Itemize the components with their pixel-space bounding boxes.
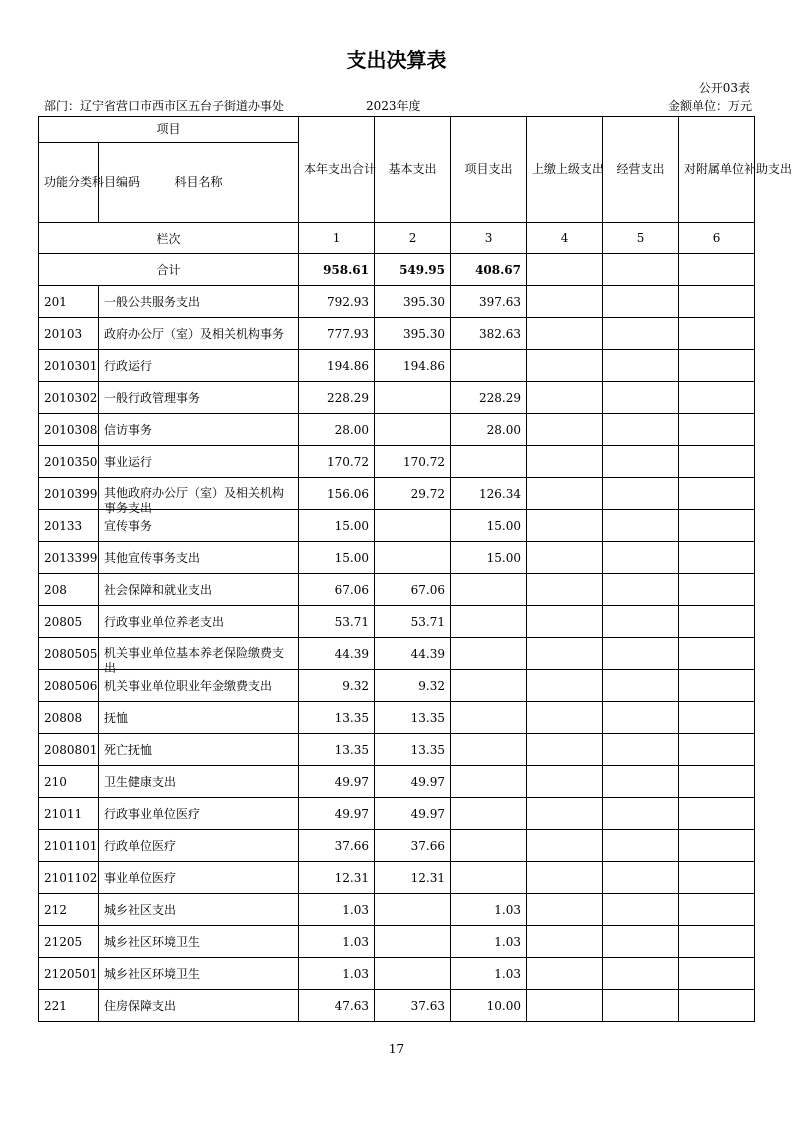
row-project (451, 670, 527, 702)
row-subsidy (679, 894, 755, 926)
row-basic: 44.39 (375, 638, 451, 670)
row-upper (527, 862, 603, 894)
row-project (451, 574, 527, 606)
table-row (39, 382, 755, 414)
meta-row (44, 97, 752, 113)
column-index-2: 2 (375, 223, 451, 254)
row-project (451, 446, 527, 478)
row-name: 行政运行 (99, 350, 299, 382)
row-name: 住房保障支出 (99, 990, 299, 1022)
row-code: 20808 (39, 702, 99, 734)
row-basic (375, 382, 451, 414)
row-project (451, 734, 527, 766)
row-subsidy (679, 990, 755, 1022)
column-index-label: 栏次 (39, 223, 299, 254)
table-row (39, 574, 755, 606)
row-total: 37.66 (299, 830, 375, 862)
total-sum: 958.61 (299, 254, 375, 286)
row-upper (527, 542, 603, 574)
row-code: 2010308 (39, 414, 99, 446)
row-upper (527, 638, 603, 670)
row-code: 2010399 (39, 478, 99, 510)
row-code: 2080801 (39, 734, 99, 766)
header-subsidy: 对附属单位补助支出 (679, 117, 755, 223)
row-project (451, 350, 527, 382)
row-project (451, 638, 527, 670)
row-project: 1.03 (451, 894, 527, 926)
row-upper (527, 446, 603, 478)
row-project: 10.00 (451, 990, 527, 1022)
department-label: 部门：辽宁省营口市西市区五台子街道办事处 (44, 99, 285, 113)
row-name: 其他宣传事务支出 (99, 542, 299, 574)
row-code: 2013399 (39, 542, 99, 574)
row-subsidy (679, 766, 755, 798)
row-project: 382.63 (451, 318, 527, 350)
row-business (603, 638, 679, 670)
table-row (39, 638, 755, 670)
row-total: 170.72 (299, 446, 375, 478)
table-row (39, 286, 755, 318)
row-upper (527, 414, 603, 446)
row-upper (527, 350, 603, 382)
row-name: 事业运行 (99, 446, 299, 478)
row-name: 行政事业单位养老支出 (99, 606, 299, 638)
row-basic: 13.35 (375, 702, 451, 734)
column-index-3: 3 (451, 223, 527, 254)
row-business (603, 862, 679, 894)
row-code: 210 (39, 766, 99, 798)
row-total: 28.00 (299, 414, 375, 446)
row-subsidy (679, 574, 755, 606)
table-row (39, 798, 755, 830)
row-subsidy (679, 350, 755, 382)
row-subsidy (679, 286, 755, 318)
row-basic: 12.31 (375, 862, 451, 894)
total-basic: 549.95 (375, 254, 451, 286)
header-project: 项目支出 (451, 117, 527, 223)
header-upper: 上缴上级支出 (527, 117, 603, 223)
row-business (603, 478, 679, 510)
row-business (603, 574, 679, 606)
row-name: 宣传事务 (99, 510, 299, 542)
row-code: 2010302 (39, 382, 99, 414)
header-business: 经营支出 (603, 117, 679, 223)
row-total: 228.29 (299, 382, 375, 414)
row-basic: 13.35 (375, 734, 451, 766)
row-code: 20103 (39, 318, 99, 350)
row-business (603, 766, 679, 798)
row-name: 信访事务 (99, 414, 299, 446)
row-name: 社会保障和就业支出 (99, 574, 299, 606)
row-code: 2080505 (39, 638, 99, 670)
row-business (603, 670, 679, 702)
row-project (451, 766, 527, 798)
row-business (603, 830, 679, 862)
row-project: 1.03 (451, 958, 527, 990)
row-total: 15.00 (299, 510, 375, 542)
form-number: 公开03表 (698, 81, 750, 95)
row-total: 15.00 (299, 542, 375, 574)
row-project: 397.63 (451, 286, 527, 318)
header-name: 科目名称 (99, 143, 299, 223)
row-code: 21205 (39, 926, 99, 958)
row-total: 1.03 (299, 958, 375, 990)
row-business (603, 894, 679, 926)
row-code: 201 (39, 286, 99, 318)
row-total: 792.93 (299, 286, 375, 318)
row-basic (375, 542, 451, 574)
total-project: 408.67 (451, 254, 527, 286)
row-business (603, 958, 679, 990)
row-code: 21011 (39, 798, 99, 830)
row-subsidy (679, 702, 755, 734)
row-basic: 49.97 (375, 766, 451, 798)
row-name: 一般行政管理事务 (99, 382, 299, 414)
header-total: 本年支出合计 (299, 117, 375, 223)
row-code: 2101102 (39, 862, 99, 894)
row-upper (527, 926, 603, 958)
table-row (39, 606, 755, 638)
row-basic: 194.86 (375, 350, 451, 382)
row-name: 城乡社区支出 (99, 894, 299, 926)
row-upper (527, 990, 603, 1022)
row-business (603, 702, 679, 734)
table-row (39, 446, 755, 478)
row-basic (375, 894, 451, 926)
row-subsidy (679, 414, 755, 446)
row-subsidy (679, 670, 755, 702)
row-subsidy (679, 862, 755, 894)
row-business (603, 414, 679, 446)
row-project: 126.34 (451, 478, 527, 510)
table-row (39, 958, 755, 990)
row-code: 208 (39, 574, 99, 606)
row-name: 机关事业单位职业年金缴费支出 (99, 670, 299, 702)
row-subsidy (679, 478, 755, 510)
row-basic: 53.71 (375, 606, 451, 638)
row-subsidy (679, 382, 755, 414)
column-index-5: 5 (603, 223, 679, 254)
fiscal-year: 2023年度 (366, 99, 421, 113)
row-business (603, 926, 679, 958)
total-business (603, 254, 679, 286)
row-upper (527, 798, 603, 830)
row-upper (527, 510, 603, 542)
row-total: 13.35 (299, 734, 375, 766)
total-upper (527, 254, 603, 286)
row-name (99, 638, 299, 675)
row-upper (527, 318, 603, 350)
row-subsidy (679, 734, 755, 766)
table-row (39, 894, 755, 926)
row-subsidy (679, 798, 755, 830)
row-project: 15.00 (451, 542, 527, 574)
row-subsidy (679, 318, 755, 350)
header-item: 项目 (39, 117, 299, 143)
row-project (451, 830, 527, 862)
column-index-4: 4 (527, 223, 603, 254)
row-project: 15.00 (451, 510, 527, 542)
table-row (39, 542, 755, 574)
row-basic: 9.32 (375, 670, 451, 702)
row-total: 49.97 (299, 798, 375, 830)
row-total: 47.63 (299, 990, 375, 1022)
row-total: 49.97 (299, 766, 375, 798)
row-code: 20133 (39, 510, 99, 542)
table-row (39, 702, 755, 734)
row-total: 12.31 (299, 862, 375, 894)
row-code: 2080506 (39, 670, 99, 702)
row-name: 死亡抚恤 (99, 734, 299, 766)
row-upper (527, 670, 603, 702)
table-row (39, 766, 755, 798)
row-business (603, 318, 679, 350)
row-code: 2010350 (39, 446, 99, 478)
header-basic: 基本支出 (375, 117, 451, 223)
row-total: 194.86 (299, 350, 375, 382)
row-name: 事业单位医疗 (99, 862, 299, 894)
row-project: 28.00 (451, 414, 527, 446)
row-business (603, 382, 679, 414)
row-code: 2120501 (39, 958, 99, 990)
row-subsidy (679, 958, 755, 990)
row-basic: 170.72 (375, 446, 451, 478)
row-subsidy (679, 510, 755, 542)
table-row (39, 926, 755, 958)
row-basic: 37.63 (375, 990, 451, 1022)
row-business (603, 446, 679, 478)
expenditure-table (38, 116, 793, 1022)
total-label: 合计 (39, 254, 299, 286)
table-row (39, 414, 755, 446)
row-total: 9.32 (299, 670, 375, 702)
row-total: 1.03 (299, 894, 375, 926)
row-subsidy (679, 606, 755, 638)
total-subsidy (679, 254, 755, 286)
row-total: 67.06 (299, 574, 375, 606)
row-project (451, 862, 527, 894)
table-row (39, 734, 755, 766)
row-basic (375, 414, 451, 446)
row-total: 44.39 (299, 638, 375, 670)
row-business (603, 286, 679, 318)
row-project: 1.03 (451, 926, 527, 958)
row-code: 212 (39, 894, 99, 926)
row-business (603, 734, 679, 766)
column-index-1: 1 (299, 223, 375, 254)
row-code: 20805 (39, 606, 99, 638)
row-total: 13.35 (299, 702, 375, 734)
row-upper (527, 574, 603, 606)
table-row (39, 990, 755, 1022)
amount-unit: 金额单位：万元 (667, 99, 752, 113)
row-name: 行政事业单位医疗 (99, 798, 299, 830)
row-name: 城乡社区环境卫生 (99, 958, 299, 990)
row-name-text: 其他政府办公厅（室）及相关机构事务支出 (104, 485, 285, 515)
row-upper (527, 734, 603, 766)
row-upper (527, 766, 603, 798)
row-upper (527, 894, 603, 926)
row-business (603, 510, 679, 542)
row-business (603, 990, 679, 1022)
row-upper (527, 958, 603, 990)
row-upper (527, 702, 603, 734)
page-title: 支出决算表 (346, 48, 447, 72)
row-basic (375, 510, 451, 542)
row-code: 221 (39, 990, 99, 1022)
row-subsidy (679, 638, 755, 670)
row-name: 城乡社区环境卫生 (99, 926, 299, 958)
row-upper (527, 286, 603, 318)
row-upper (527, 382, 603, 414)
row-name: 卫生健康支出 (99, 766, 299, 798)
row-upper (527, 830, 603, 862)
table-row (39, 478, 755, 510)
row-basic (375, 926, 451, 958)
row-upper (527, 606, 603, 638)
row-project (451, 606, 527, 638)
row-basic: 395.30 (375, 318, 451, 350)
row-business (603, 350, 679, 382)
row-name: 政府办公厅（室）及相关机构事务 (99, 318, 299, 350)
row-total: 1.03 (299, 926, 375, 958)
column-index-6: 6 (679, 223, 755, 254)
row-project (451, 798, 527, 830)
table-row (39, 862, 755, 894)
row-business (603, 798, 679, 830)
table-row (39, 350, 755, 382)
row-upper (527, 478, 603, 510)
row-name: 行政单位医疗 (99, 830, 299, 862)
row-subsidy (679, 830, 755, 862)
row-business (603, 606, 679, 638)
row-total: 53.71 (299, 606, 375, 638)
row-subsidy (679, 446, 755, 478)
row-basic: 395.30 (375, 286, 451, 318)
row-code: 2010301 (39, 350, 99, 382)
row-business (603, 542, 679, 574)
row-subsidy (679, 542, 755, 574)
row-basic: 37.66 (375, 830, 451, 862)
row-project (451, 702, 527, 734)
table-row (39, 670, 755, 702)
row-name: 抚恤 (99, 702, 299, 734)
table-row (39, 318, 755, 350)
row-project: 228.29 (451, 382, 527, 414)
row-basic: 49.97 (375, 798, 451, 830)
row-basic: 67.06 (375, 574, 451, 606)
row-basic: 29.72 (375, 478, 451, 510)
row-name-text: 机关事业单位基本养老保险缴费支出 (104, 645, 285, 675)
row-total: 777.93 (299, 318, 375, 350)
page-number: 17 (388, 1042, 405, 1056)
row-name (99, 478, 299, 515)
header-code: 功能分类科目编码 (39, 143, 99, 223)
row-basic (375, 958, 451, 990)
table-row (39, 830, 755, 862)
row-subsidy (679, 926, 755, 958)
row-code: 2101101 (39, 830, 99, 862)
row-name: 一般公共服务支出 (99, 286, 299, 318)
row-total: 156.06 (299, 478, 375, 510)
